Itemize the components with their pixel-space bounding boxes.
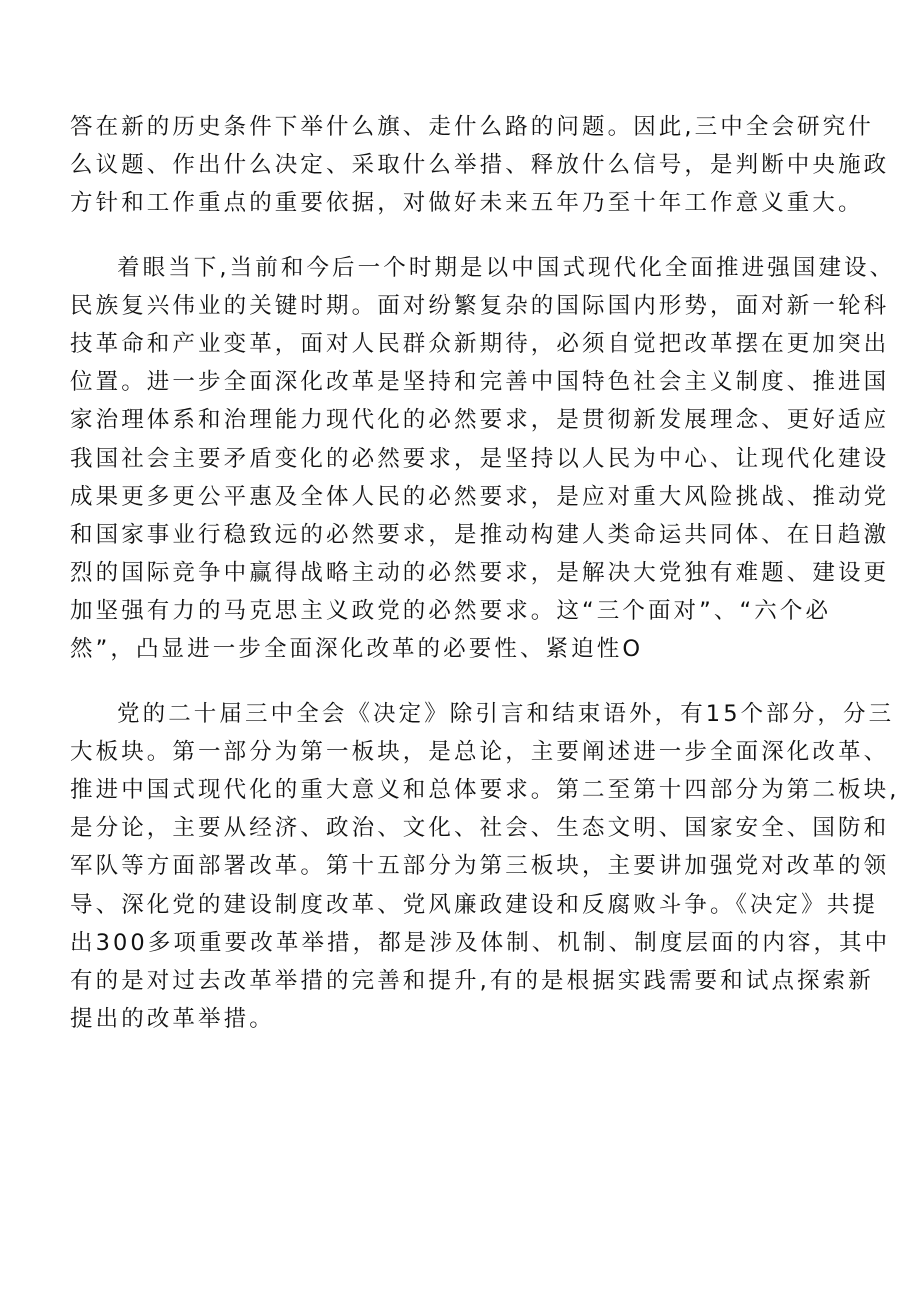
text-line: 烈的国际竞争中赢得战略主动的必然要求，是解决大党独有难题、建设更 xyxy=(70,560,890,587)
text-line: 出300多项重要改革举措，都是涉及体制、机制、制度层面的内容，其中 xyxy=(70,929,891,956)
text-line: 然”，凸显进一步全面深化改革的必要性、紧迫性O xyxy=(70,636,644,663)
text-line: 着眼当下,当前和今后一个时期是以中国式现代化全面推进强国建设、 xyxy=(117,254,896,281)
text-line: 民族复兴伟业的关键时期。面对纷繁复杂的国际国内形势，面对新一轮科 xyxy=(70,292,890,319)
text-line: 么议题、作出什么决定、采取什么举措、释放什么信号，是判断中央施政 xyxy=(70,152,890,179)
text-line: 导、深化党的建设制度改革、党风廉政建设和反腐败斗争。《决定》共提 xyxy=(70,891,878,918)
text-line: 是分论，主要从经济、政治、文化、社会、生态文明、国家安全、国防和 xyxy=(70,815,890,842)
text-line: 加坚强有力的马克思主义政党的必然要求。这“三个面对”、“六个必 xyxy=(70,598,832,625)
text-line: 位置。进一步全面深化改革是坚持和完善中国特色社会主义制度、推进国 xyxy=(70,369,890,396)
paragraph-3 xyxy=(70,695,900,1039)
paragraph-1 xyxy=(70,108,890,223)
text-line: 方针和工作重点的重要依据，对做好未来五年乃至十年工作意义重大。 xyxy=(70,190,864,217)
text-line: 和国家事业行稳致远的必然要求，是推动构建人类命运共同体、在日趋激 xyxy=(70,521,890,548)
text-line: 技革命和产业变革，面对人民群众新期待，必须自觉把改革摆在更加突出 xyxy=(70,330,890,357)
text-line: 党的二十届三中全会《决定》除引言和结束语外，有15个部分，分三 xyxy=(117,700,895,727)
document-body xyxy=(70,108,900,1064)
text-line: 有的是对过去改革举措的完善和提升,有的是根据实践需要和试点探索新 xyxy=(70,967,874,994)
paragraph-2 xyxy=(70,249,896,669)
text-line: 家治理体系和治理能力现代化的必然要求，是贯彻新发展理念、更好适应 xyxy=(70,407,890,434)
text-line: 成果更多更公平惠及全体人民的必然要求，是应对重大风险挑战、推动党 xyxy=(70,483,890,510)
text-line: 推进中国式现代化的重大意义和总体要求。第二至第十四部分为第二板块, xyxy=(70,777,900,803)
text-line: 答在新的历史条件下举什么旗、走什么路的问题。因此,三中全会研究什 xyxy=(70,114,874,140)
text-line: 军队等方面部署改革。第十五部分为第三板块，主要讲加强党对改革的领 xyxy=(70,853,890,880)
text-line: 提出的改革举措。 xyxy=(70,1006,275,1033)
text-line: 我国社会主要矛盾变化的必然要求，是坚持以人民为中心、让现代化建设 xyxy=(70,445,890,472)
text-line: 大板块。第一部分为第一板块，是总论，主要阐述进一步全面深化改革、 xyxy=(70,738,890,765)
